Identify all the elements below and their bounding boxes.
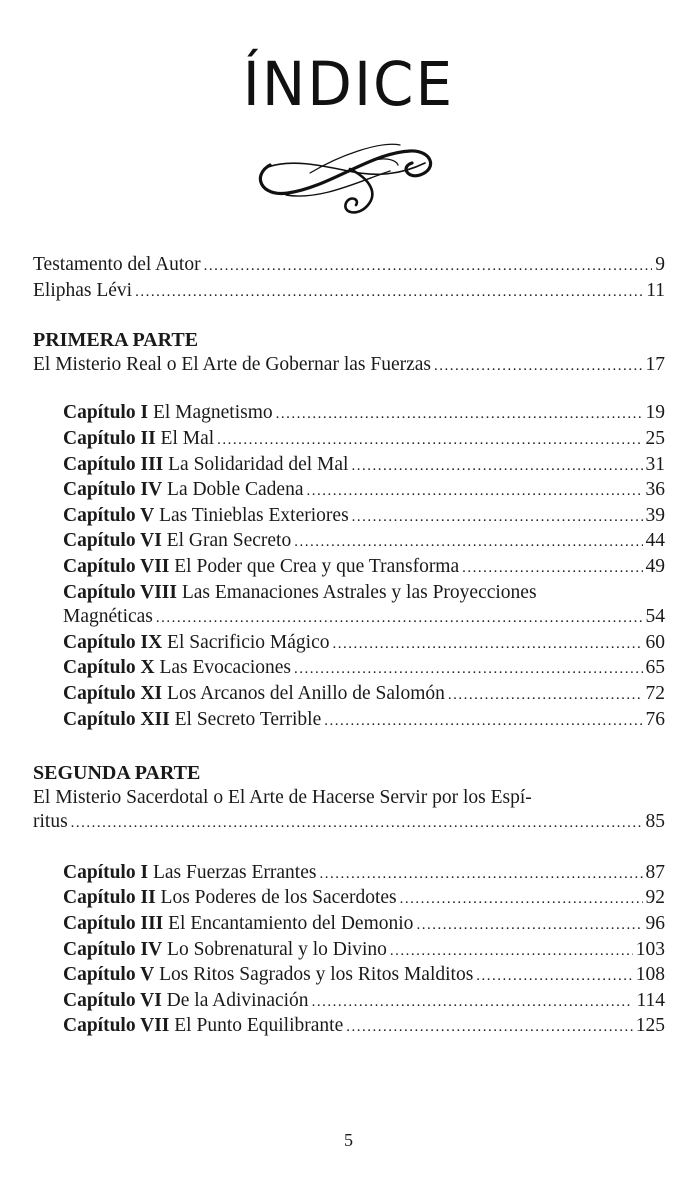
- dot-leader: [434, 354, 642, 379]
- entry-page: 17: [645, 353, 665, 375]
- chapter-entry: [33, 504, 665, 530]
- chapter-number: Capítulo VI: [63, 530, 162, 552]
- chapter-entry: [33, 631, 665, 657]
- entry-page: 108: [635, 964, 665, 986]
- dot-leader: [306, 479, 642, 504]
- chapter-entry: [33, 938, 665, 964]
- dot-leader: [217, 428, 642, 453]
- table-of-contents: [33, 253, 665, 1040]
- entry-label: El Misterio Sacerdotal o El Arte de Hacerse Servir por los Espí-: [33, 786, 532, 808]
- chapter-number: Capítulo VI: [63, 989, 162, 1011]
- chapter-number: Capítulo XII: [63, 708, 170, 730]
- entry-page: 72: [645, 682, 665, 704]
- entry-label: Eliphas Lévi: [33, 279, 133, 301]
- chapter-title: Lo Sobrenatural y lo Divino: [167, 938, 387, 960]
- chapter-entry: [33, 478, 665, 504]
- chapter-title: El Gran Secreto: [166, 530, 292, 552]
- entry-page: 39: [645, 504, 665, 526]
- chapter-title: Las Tinieblas Exteriores: [159, 504, 349, 526]
- entry-page: 60: [645, 631, 665, 653]
- entry-page: 9: [655, 254, 665, 275]
- chapter-entry: [33, 861, 665, 887]
- dot-leader: [276, 402, 643, 427]
- entry-page: 114: [636, 989, 665, 1011]
- dot-leader: [294, 530, 642, 555]
- part-heading: SEGUNDA PARTE: [33, 762, 201, 785]
- chapter-entry: [33, 401, 665, 427]
- entry-label: El Misterio Real o El Arte de Gobernar las Fuerzas: [33, 353, 432, 375]
- chapter-number: Capítulo II: [63, 427, 156, 449]
- chapter-entry: [33, 989, 665, 1015]
- chapter-title: Los Arcanos del Anillo de Salomón: [167, 682, 445, 704]
- entry-page: 96: [645, 913, 665, 935]
- chapter-number: Capítulo V: [63, 964, 155, 986]
- chapter-number: Capítulo I: [63, 402, 149, 424]
- dot-leader: [352, 505, 643, 530]
- chapter-number: Capítulo V: [63, 504, 155, 526]
- chapter-number: Capítulo VIII: [63, 581, 177, 603]
- entry-page: 85: [645, 811, 665, 833]
- chapter-number: Capítulo II: [63, 887, 156, 909]
- dot-leader: [312, 990, 634, 1015]
- dot-leader: [294, 657, 642, 682]
- chapter-title: El Magnetismo: [152, 402, 273, 424]
- chapter-title: El Mal: [160, 427, 215, 449]
- chapter-title: La Doble Cadena: [167, 479, 304, 501]
- chapter-number: Capítulo I: [63, 861, 149, 883]
- chapter-entry: [33, 656, 665, 682]
- chapter-title: Las Evocaciones: [159, 657, 292, 679]
- entry-page: 11: [646, 279, 665, 301]
- chapter-title: La Solidaridad del Mal: [168, 453, 349, 475]
- entry-page: 125: [635, 1015, 665, 1037]
- dot-leader: [390, 939, 633, 964]
- dot-leader: [204, 254, 653, 279]
- chapter-title: El Secreto Terrible: [174, 708, 322, 730]
- chapter-entry: [33, 708, 665, 734]
- chapter-entry: [33, 529, 665, 555]
- chapter-number: Capítulo X: [63, 657, 155, 679]
- dot-leader: [71, 811, 643, 836]
- chapter-entry: [33, 581, 665, 606]
- dot-leader: [462, 556, 642, 581]
- entry-page: 31: [645, 453, 665, 475]
- part-subtitle-entry: [33, 786, 665, 811]
- part-subtitle-entry: [33, 353, 665, 379]
- chapter-number: Capítulo III: [63, 453, 164, 475]
- chapter-title: Las Fuerzas Errantes: [152, 861, 317, 883]
- chapter-entry: [33, 453, 665, 479]
- chapter-title-cont: Magnéticas: [63, 606, 153, 628]
- dot-leader: [416, 913, 642, 938]
- chapter-title: El Encantamiento del Demonio: [168, 913, 414, 935]
- entry-page: 103: [635, 938, 665, 960]
- entry-page: 25: [645, 427, 665, 449]
- entry-page: 65: [645, 657, 665, 679]
- entry-page: 76: [645, 708, 665, 730]
- dot-leader: [332, 632, 642, 657]
- dot-leader: [324, 709, 642, 734]
- dot-leader: [351, 454, 642, 479]
- chapter-number: Capítulo XI: [63, 682, 163, 704]
- entry-page: 36: [645, 479, 665, 501]
- chapter-number: Capítulo VII: [63, 555, 170, 577]
- entry-page: 54: [645, 606, 665, 628]
- dot-leader: [476, 964, 632, 989]
- dot-leader: [156, 606, 643, 631]
- chapter-entry: [33, 886, 665, 912]
- chapter-title: El Poder que Crea y que Transforma: [174, 555, 460, 577]
- chapter-title: Las Emanaciones Astrales y las Proyecciones: [181, 581, 537, 603]
- entry-page: 87: [645, 861, 665, 883]
- part-subtitle-continuation: [33, 810, 665, 836]
- chapter-entry: [33, 912, 665, 938]
- chapter-number: Capítulo VII: [63, 1015, 170, 1037]
- chapter-number: Capítulo III: [63, 913, 164, 935]
- entry-label-cont: ritus: [33, 811, 68, 833]
- chapter-number: Capítulo IX: [63, 631, 163, 653]
- chapter-entry: [33, 1014, 665, 1040]
- chapter-number: Capítulo IV: [63, 479, 163, 501]
- chapter-title: El Punto Equilibrante: [174, 1015, 344, 1037]
- chapter-entry: [33, 682, 665, 708]
- flourish-ornament-icon: [250, 135, 445, 225]
- chapter-title: De la Adivinación: [166, 989, 309, 1011]
- chapter-entry: [33, 963, 665, 989]
- toc-entry: [33, 253, 665, 279]
- dot-leader: [448, 683, 643, 708]
- chapter-title: El Sacrificio Mágico: [167, 631, 330, 653]
- toc-entry: [33, 279, 665, 305]
- entry-page: 44: [645, 530, 665, 552]
- chapter-title: Los Poderes de los Sacerdotes: [160, 887, 397, 909]
- chapter-entry: [33, 427, 665, 453]
- dot-leader: [319, 862, 642, 887]
- chapter-number: Capítulo IV: [63, 938, 163, 960]
- chapter-entry: [33, 555, 665, 581]
- dot-leader: [346, 1015, 633, 1040]
- dot-leader: [400, 887, 643, 912]
- page-number: 5: [344, 1130, 353, 1150]
- entry-page: 19: [645, 402, 665, 424]
- entry-label: Testamento del Autor: [33, 254, 201, 275]
- part-heading: PRIMERA PARTE: [33, 329, 199, 352]
- page-title: ÍNDICE: [242, 48, 455, 120]
- chapter-entry-continuation: [33, 605, 665, 631]
- entry-page: 92: [645, 887, 665, 909]
- entry-page: 49: [645, 555, 665, 577]
- dot-leader: [135, 280, 643, 305]
- chapter-title: Los Ritos Sagrados y los Ritos Malditos: [159, 964, 474, 986]
